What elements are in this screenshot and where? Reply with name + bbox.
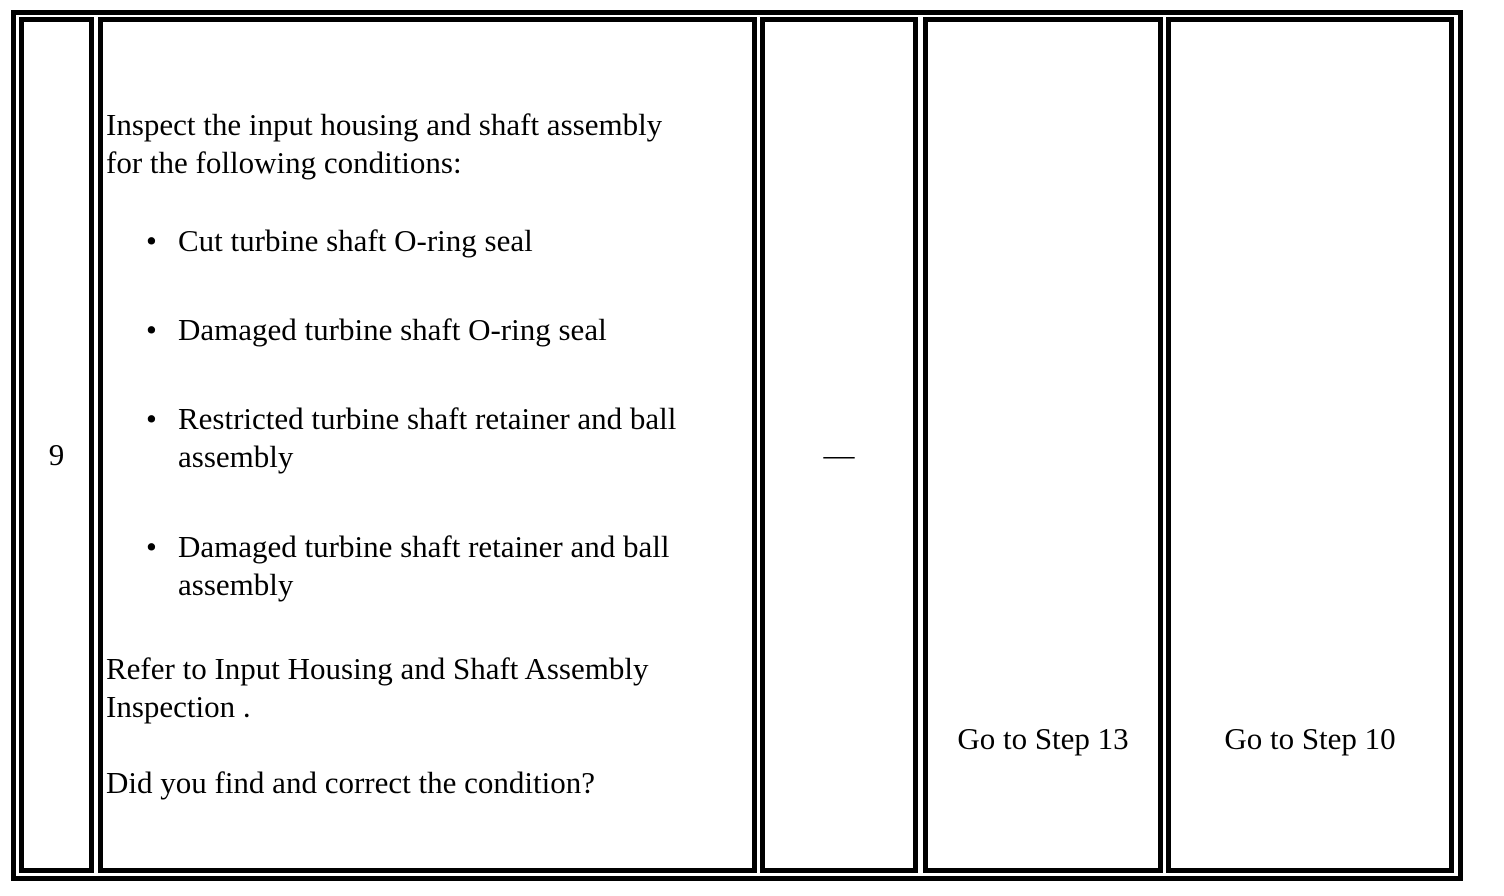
action-intro-line: for the following conditions: [106,145,462,180]
bullet-icon: • [146,401,157,436]
action-intro [106,106,662,182]
reference-line: Refer to Input Housing and Shaft Assembly [106,651,649,686]
bullet-icon: • [146,223,157,258]
list-item-text: Damaged turbine shaft retainer and ball [178,529,670,564]
reference-line: Inspection . [106,689,251,724]
no-cell [1166,17,1454,873]
step-cell [19,17,94,873]
question-text: Did you find and correct the condition? [106,765,595,800]
action-cell [98,17,757,873]
list-item-text: Cut turbine shaft O-ring seal [178,223,533,258]
bullet-icon: • [146,529,157,564]
list-item-text: Restricted turbine shaft retainer and ball [178,401,677,436]
list-item-text-cont: assembly [178,567,294,602]
value-text: — [823,437,855,472]
action-intro-line: Inspect the input housing and shaft assembly [106,107,663,142]
list-item-text-cont: assembly [178,439,294,474]
no-goto-link: Go to Step 10 [1224,721,1396,756]
bullet-icon: • [146,312,157,347]
yes-goto-link: Go to Step 13 [957,721,1129,756]
reference-text [106,650,648,726]
step-number: 9 [48,437,65,472]
yes-cell [923,17,1163,873]
list-item-text: Damaged turbine shaft O-ring seal [178,312,607,347]
value-cell [760,17,918,873]
